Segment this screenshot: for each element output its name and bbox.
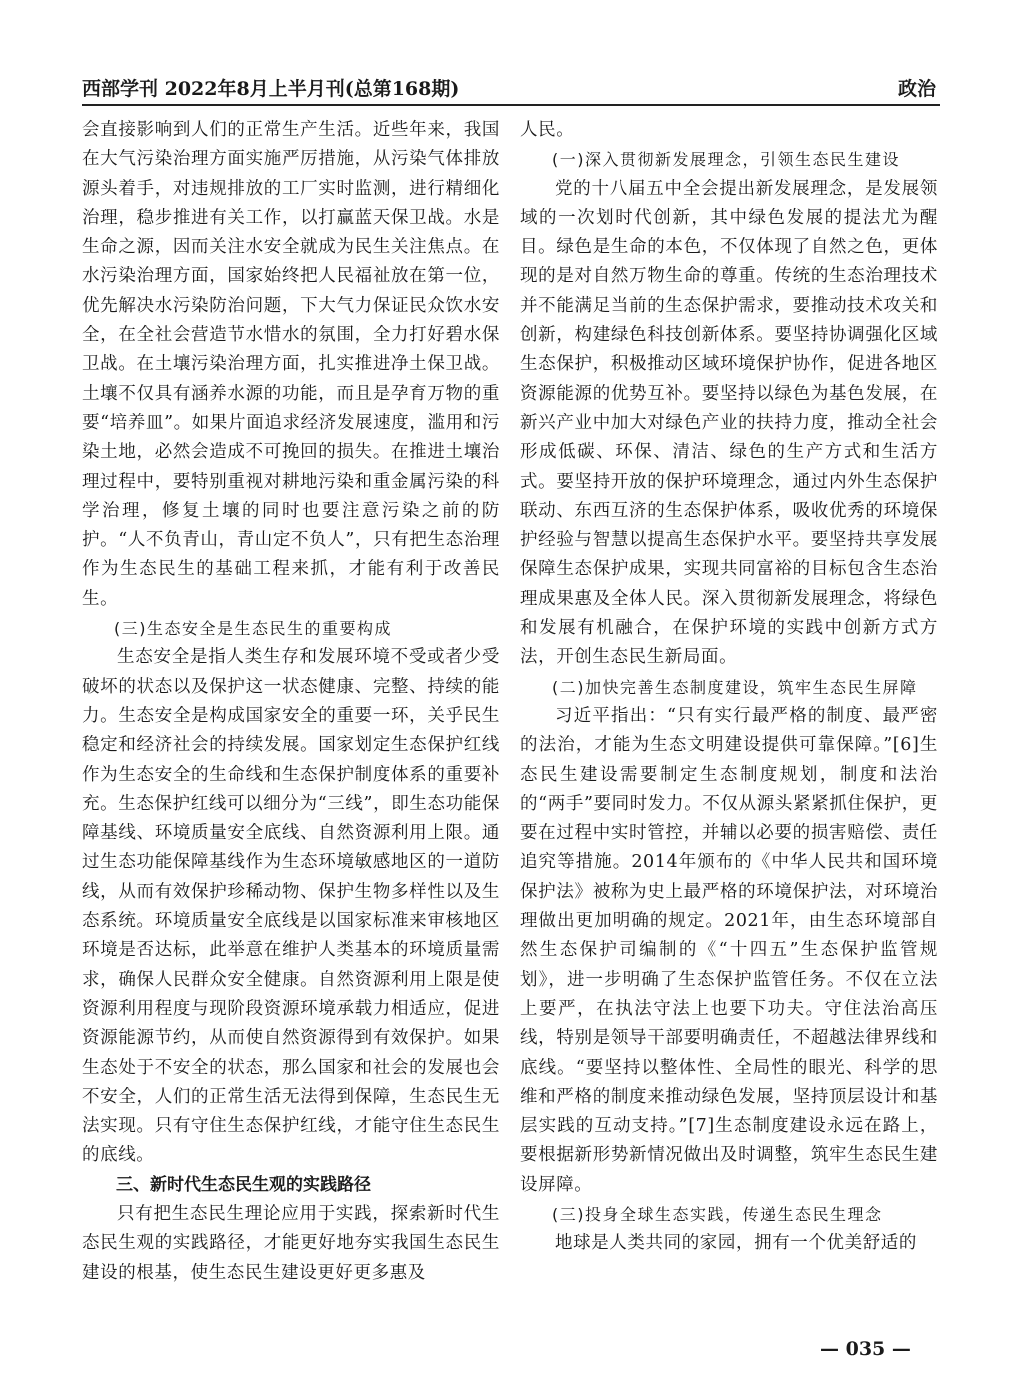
section-heading: 三、新时代生态民生观的实践路径 (116, 1174, 371, 1195)
subheading: (二)加快完善生态制度建设，筑牢生态民生屏障 (552, 677, 918, 697)
running-header (82, 72, 940, 100)
page-number: — 035 — (820, 1338, 911, 1360)
subheading: (一)深入贯彻新发展理念，引领生态民生建设 (552, 150, 900, 170)
subheading: (三)生态安全是生态民生的重要构成 (114, 619, 392, 639)
paragraph: 只有把生态民生理论应用于实践，探索新时代生态民生观的实践路径，才能更好地夯实我国生态民生建设的根基，使生态民生建设更好更多惠及 (82, 1203, 500, 1283)
right-column (520, 116, 938, 1259)
section-label: 政治 (897, 78, 936, 100)
header-rule (82, 104, 940, 106)
subheading: (三)投身全球生态实践，传递生态民生理念 (552, 1204, 883, 1224)
paragraph: 党的十八届五中全会提出新发展理念，是发展领域的一次划时代创新，其中绿色发展的提法尤为醒目。绿色是生命的本色，不仅体现了自然之色，更体现的是对自然万物生命的尊重。传统的生态治理技术并不能满足当前的生态保护需求，要推动技术攻关和创新，构建绿色科技创新体系。要坚持协调强化区域生态保护，积极推动区域环境保护协作，促进各地区资源能源的优势互补。要坚持以绿色为基色发展，在新兴产业中加大对绿色产业的扶持力度，推动全社会形成低碳、环保、清洁、绿色的生产方式和生活方式。要坚持开放的保护环境理念，通过内外生态保护联动、东西互济的生态保护体系，吸收优秀的环境保护经验与智慧以提高生态保护水平。要坚持共享发展保障生态保护成果，实现共同富裕的目标包含生态治理成果惠及全体人民。深入贯彻新发展理念，将绿色和发展有机融合，在保护环境的实践中创新方式方法，开创生态民生新局面。 (520, 178, 938, 668)
paragraph: 会直接影响到人们的正常生产生活。近些年来，我国在大气污染治理方面实施严厉措施，从污染气体排放源头着手，对违规排放的工厂实时监测，进行精细化治理，稳步推进有关工作，以打赢蓝天保卫战。水是生命之源，因而关注水安全就成为民生关注焦点。在水污染治理方面，国家始终把人民福祉放在第一位，优先解决水污染防治问题，下大气力保证民众饮水安全，在全社会营造节水惜水的氛围，全力打好碧水保卫战。在土壤污染治理方面，扎实推进净土保卫战。土壤不仅具有涵养水源的功能，而且是孕育万物的重要“培养皿”。如果片面追求经济发展速度，滥用和污染土地，必然会造成不可挽回的损失。在推进土壤治理过程中，要特别重视对耕地污染和重金属污染的科学治理，修复土壤的同时也要注意污染之前的防护。“人不负青山，青山定不负人”，只有把生态治理作为生态民生的基础工程来抓，才能有利于改善民生。 (82, 120, 500, 609)
journal-title: 西部学刊 2022年8月上半月刊(总第168期) (82, 78, 460, 100)
paragraph: 生态安全是指人类生存和发展环境不受或者少受破坏的状态以及保护这一状态健康、完整、持续的能力。生态安全是构成国家安全的重要一环，关乎民生稳定和经济社会的持续发展。国家划定生态保护红线作为生态安全的生命线和生态保护制度体系的重要补充。生态保护红线可以细分为“三线”，即生态功能保障基线、环境质量安全底线、自然资源利用上限。通过生态功能保障基线作为生态环境敏感地区的一道防线，从而有效保护珍稀动物、保护生物多样性以及生态系统。环境质量安全底线是以国家标准来审核地区环境是否达标，此举意在维护人类基本的环境质量需求，确保人民群众安全健康。自然资源利用上限是使资源利用程度与现阶段资源环境承载力相适应，促进资源能源节约，从而使自然资源得到有效保护。如果生态处于不安全的状态，那么国家和社会的发展也会不安全，人们的正常生活无法得到保障，生态民生无法实现。只有守住生态保护红线，才能守住生态民生的底线。 (82, 647, 500, 1166)
paragraph: 人民。 (520, 120, 575, 140)
paragraph: 习近平指出：“只有实行最严格的制度、最严密的法治，才能为生态文明建设提供可靠保障。”[6]生态民生建设需要制定生态制度规划，制度和法治的“两手”要同时发力。不仅从源头紧紧抓住保护，更要在过程中实时管控，并辅以必要的损害赔偿、责任追究等措施。2014年颁布的《中华人民共和国环境保护法》被称为史上最严格的环境保护法，对环境治理做出更加明确的规定。2021年，由生态环境部自然生态保护司编制的《“十四五”生态保护监管规划》，进一步明确了生态保护监管任务。不仅在立法上要严，在执法守法上也要下功夫。守住法治高压线，特别是领导干部要明确责任，不超越法律界线和底线。“要坚持以整体性、全局性的眼光、科学的思维和严格的制度来推动绿色发展，坚持顶层设计和基层实践的互动支持。”[7]生态制度建设永远在路上，要根据新形势新情况做出及时调整，筑牢生态民生建设屏障。 (520, 705, 938, 1195)
left-column (82, 116, 500, 1288)
paragraph: 地球是人类共同的家园，拥有一个优美舒适的 (555, 1233, 917, 1254)
